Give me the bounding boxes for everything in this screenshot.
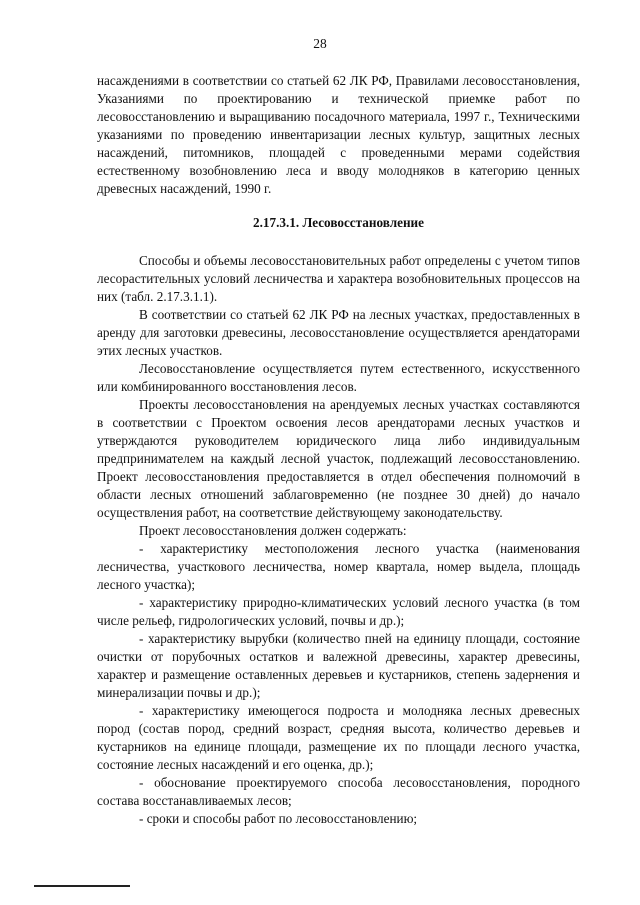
list-item: - характеристику вырубки (количество пней на единицу площади, состояние очистки от порубочных остатков и валежной древесины, характер древесины, характер и размещение оставленных деревьев и кустарников, степень задернения и минерализации почвы и др.); <box>97 631 580 700</box>
paragraph: Проект лесовосстановления должен содержать: <box>139 523 407 538</box>
paragraph: Способы и объемы лесовосстановительных работ определены с учетом типов лесорастительных условий лесничества и характера возобновительных процессов на них (табл. 2.17.3.1.1). <box>97 253 580 304</box>
paragraph: Лесовосстановление осуществляется путем естественного, искусственного или комбинированного восстановления лесов. <box>97 361 580 394</box>
body-text <box>97 72 580 828</box>
list-item: - характеристику имеющегося подроста и молодняка лесных древесных пород (состав пород, средний возраст, средняя высота, количество деревьев и кустарников на единице площади, размещение их по площади лесного участка, состояние лесных насаждений и его оценка, др.); <box>97 703 580 772</box>
page-number: 28 <box>313 36 327 51</box>
list-item: - обоснование проектируемого способа лесовосстановления, породного состава восстанавливаемых лесов; <box>97 775 580 808</box>
list-item: - сроки и способы работ по лесовосстановлению; <box>139 811 418 826</box>
paragraph: Проекты лесовосстановления на арендуемых лесных участках составляются в соответствии с Проектом освоения лесов арендаторами лесных участков и утверждаются руководителем юридического лица либо индивидуальным предпринимателем на каждый лесной участок, подлежащий лесовосстановлению. Проект лесовосстановления предоставляется в отдел обеспечения полномочий в области лесных отношений заблаговременно (не позднее 30 дней) до начало осуществления работ, на соответствие действующему законодательству. <box>97 397 580 520</box>
intro-paragraph: насаждениями в соответствии со статьей 62 ЛК РФ, Правилами лесовосстановления, Указаниями по проектированию и технической приемке работ по лесовосстановлению и выращиванию посадочного материала, 1997 г., Техническими указаниями по проведению инвентаризации лесных культур, защитных лесных насаждений, питомников, площадей с проведенными мерами содействия естественному возобновлению леса и вводу молодняков в категорию ценных древесных насаждений, 1990 г. <box>97 73 580 196</box>
footer-rule <box>34 885 130 887</box>
list-item: - характеристику местоположения лесного участка (наименования лесничества, участкового лесничества, номер квартала, номер выдела, площадь лесного участка); <box>97 541 580 592</box>
paragraph: В соответствии со статьей 62 ЛК РФ на лесных участках, предоставленных в аренду для заготовки древесины, лесовосстановление осуществляется арендаторами этих лесных участков. <box>97 307 580 358</box>
list-item: - характеристику природно-климатических условий лесного участка (в том числе рельеф, гидрологических условий, почвы и др.); <box>97 595 580 628</box>
section-heading: 2.17.3.1. Лесовосстановление <box>253 215 424 230</box>
